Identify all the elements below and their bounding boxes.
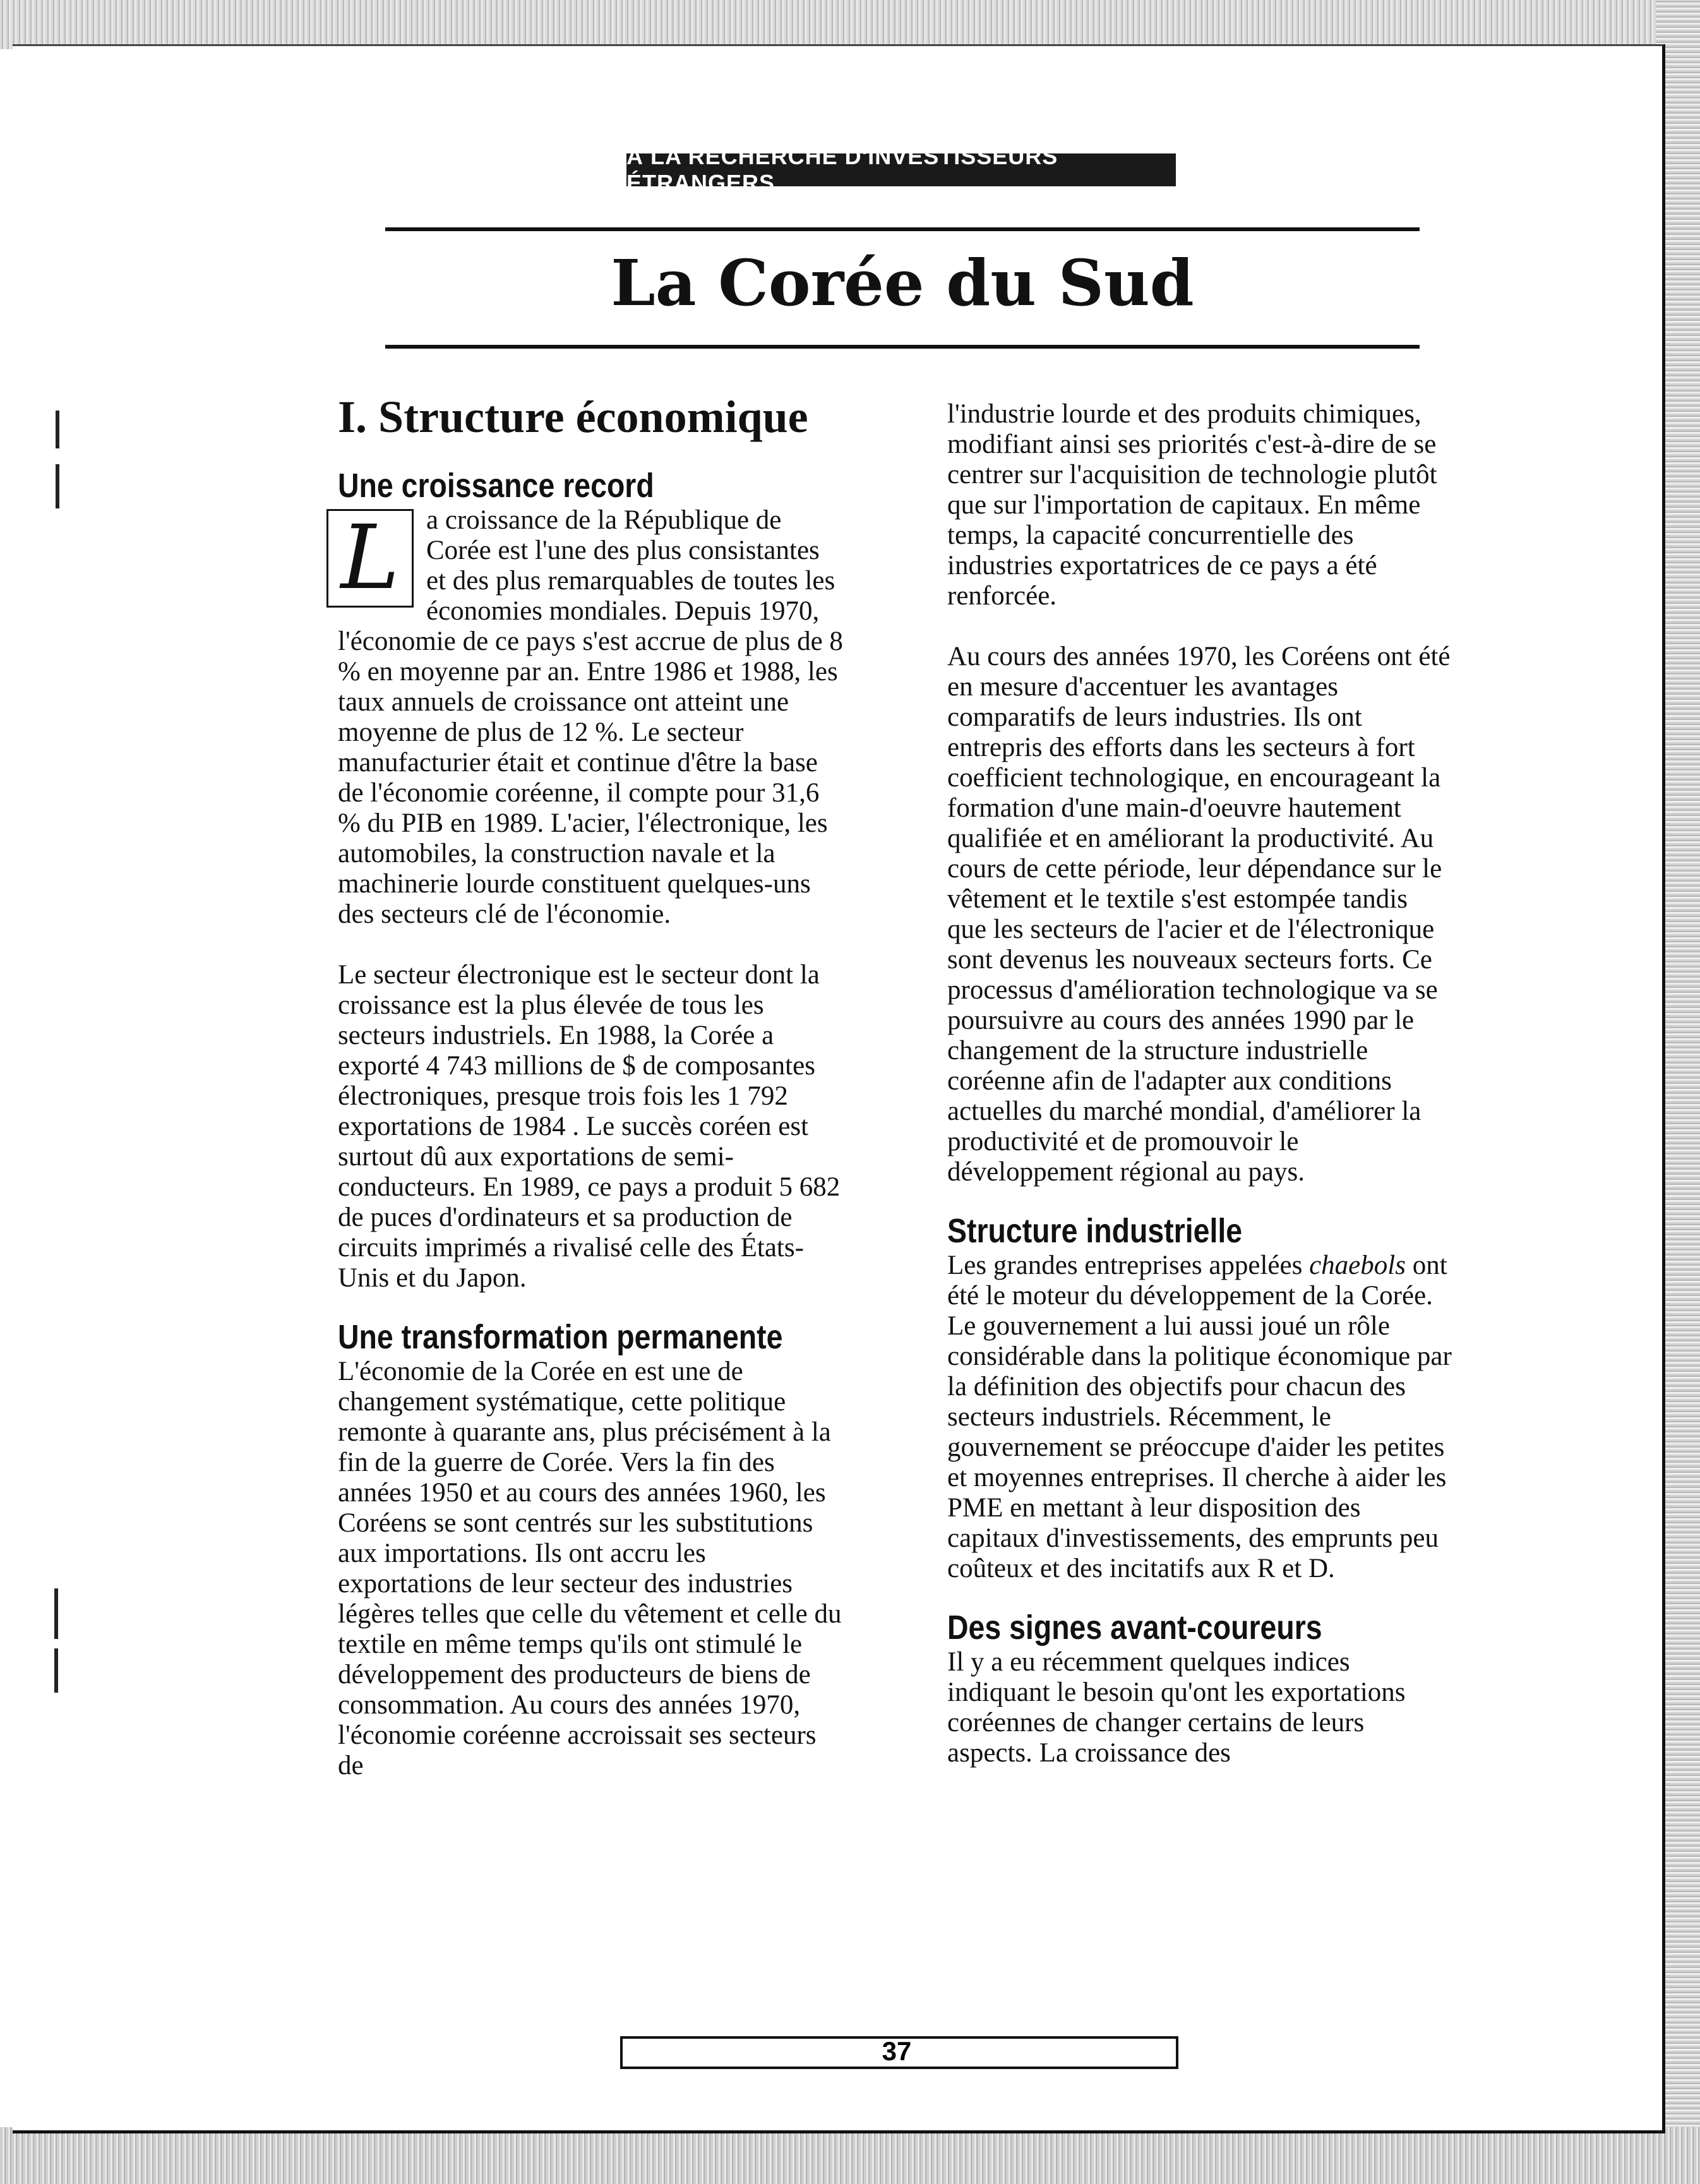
margin-binding-mark [56,464,59,508]
margin-binding-mark [54,1648,58,1693]
paragraph: Il y a eu récemment quelques indices indiquant le besoin qu'ont les exportations coréennes de changer certains de leurs aspects. La croissance des [947,1647,1406,1768]
page-number: 37 [882,2036,912,2066]
scan-border-bottom [0,2127,1700,2184]
paragraph: Le secteur électronique est le secteur dont la croissance est la plus élevée de tous les secteurs industriels. En 1988, la Corée a exporté 4 743 millions de $ de composantes électroniques, presque trois fois les 1 792 exportations de 1984 . Le succès coréen est surtout dû aux exportations de semi-conducteurs. En 1989, ce pays a produit 5 682 de puces d'ordinateurs et sa production de circuits imprimés a rivalisé celle des États-Unis et du Japon. [338,960,841,1293]
paragraph: L'économie de la Corée en est une de changement systématique, cette politique remonte à quarante ans, plus précisément à la fin de la guerre de Corée. Vers la fin des années 1950 et au cours des années 1960, les Coréens se sont centrés sur les substitutions aux importations. Ils ont accru les exportations de leur secteur des industries légères telles que celle du vêtement et celle du textile en même temps qu'ils ont stimulé le développement des producteurs de biens de consommation. Au cours des années 1970, l'économie coréenne accroissait ses secteurs de [338,1357,842,1780]
left-column [338,392,843,1781]
paragraph: Les grandes entreprises appelées chaebols ont été le moteur du développement de la Corée. Le gouvernement a lui aussi joué un rôle considérable dans la politique économique par la définition des objectifs pour chacun des secteurs industriels. Récemment, le gouvernement se préoccupe d'aider les petites et moyennes entreprises. Il cherche à aider les PME en mettant à leur disposition des capitaux d'investissements, des emprunts peu coûteux et des incitatifs aux R et D. [947,1251,1452,1583]
drop-cap: L [326,509,414,608]
scan-border-top [0,0,1700,49]
margin-binding-mark [54,1588,58,1639]
title-rule-top [385,227,1420,231]
running-header-banner: À LA RECHERCHE D'INVESTISSEURS ÉTRANGERS [626,153,1176,186]
subhead-structure-industrielle: Structure industrielle [947,1212,1243,1250]
subhead-transformation-permanente: Une transformation permanente [338,1318,783,1356]
paragraph: a croissance de la République de Corée est l'une des plus consistantes et des plus remarquables de toutes les économies mondiales. Depuis 1970, l'économie de ce pays s'est accrue de plus de 8 % en moyenne par an. Entre 1986 et 1988, les taux annuels de croissance ont atteint une moyenne de plus de 12 %. Le secteur manufacturier était et continue d'être la base de l'économie coréenne, il compte pour 31,6 % du PIB en 1989. L'acier, l'électronique, les automobiles, la construction navale et la machinerie lourde constituent quelques-uns des secteurs clé de l'économie. [338,505,843,929]
paragraph: l'industrie lourde et des produits chimiques, modifiant ainsi ses priorités c'est-à-dire de se centrer sur l'acquisition de technologie plutôt que sur l'importation de capitaux. En même temps, la capacité concurrentielle des industries exportatrices de ce pays a été renforcée. [947,399,1437,611]
italic-term: chaebols [1309,1251,1406,1280]
section-title: I. Structure économique [338,392,808,442]
margin-binding-mark [56,411,59,448]
subhead-signes-avant-coureurs: Des signes avant-coureurs [947,1609,1322,1647]
right-column [947,399,1452,1768]
subhead-croissance-record: Une croissance record [338,467,654,505]
title-rule-bottom [385,345,1420,349]
paragraph: Au cours des années 1970, les Coréens ont été en mesure d'accentuer les avantages comparatifs de leurs industries. Ils ont entrepris des efforts dans les secteurs à fort coefficient technologique, en encourageant la formation d'une main-d'oeuvre hautement qualifiée et en améliorant la productivité. Au cours de cette période, leur dépendance sur le vêtement et le textile s'est estompée tandis que les secteurs de l'acier et de l'électronique sont devenus les nouveaux secteurs forts. Ce processus d'amélioration technologique va se poursuivre au cours des années 1990 par le changement de la structure industrielle coréenne afin de l'adapter aux conditions actuelles du marché mondial, d'améliorer la productivité et de promouvoir le développement régional au pays. [947,642,1451,1187]
page-title: La Corée du Sud [611,246,1194,320]
